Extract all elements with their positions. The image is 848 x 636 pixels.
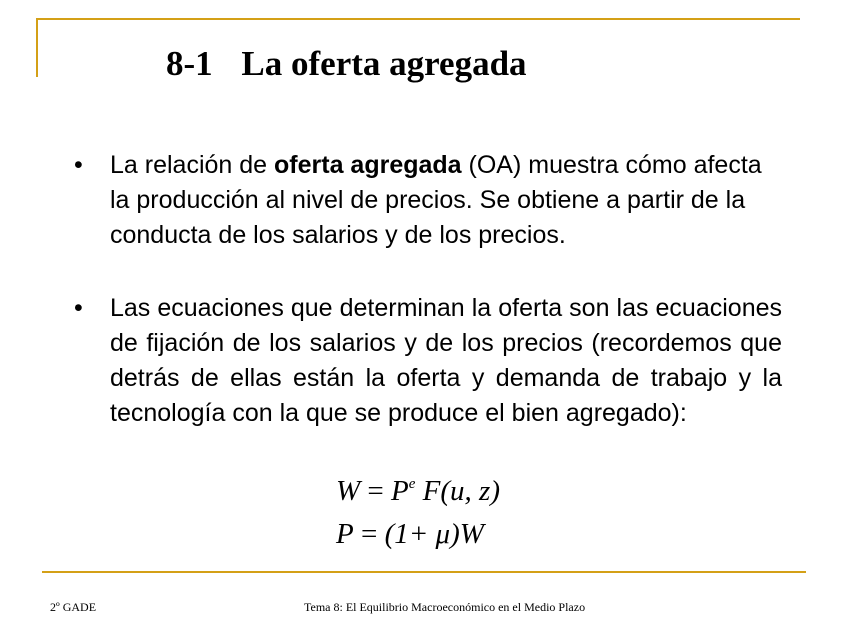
eq-lhs: P bbox=[336, 518, 354, 550]
bullet-item bbox=[74, 291, 782, 431]
eq-sign: = bbox=[353, 518, 385, 550]
left-rule bbox=[36, 18, 38, 77]
footer-course: 2º GADE bbox=[50, 600, 97, 614]
eq-lhs: W bbox=[336, 475, 361, 507]
equation-wage-setting bbox=[336, 475, 500, 508]
eq-sign: = bbox=[360, 475, 392, 507]
bullet-text-bold: oferta agregada bbox=[274, 151, 462, 179]
top-rule bbox=[36, 18, 800, 20]
bullet-marker: • bbox=[74, 151, 83, 179]
bullet-marker: • bbox=[74, 294, 83, 322]
bullet-text bbox=[110, 148, 782, 253]
bullet-text-pre: La relación de bbox=[110, 151, 275, 179]
bullet-text: Las ecuaciones que determinan la oferta son las ecuaciones de fijación de los salarios y de los precios (recordemos que detrás de ellas están la oferta y demanda de trabajo y la tecnología con la que se produce el bien agregado): bbox=[110, 294, 782, 427]
slide-title bbox=[166, 44, 527, 84]
footer-topic: Tema 8: El Equilibrio Macroeconómico en el Medio Plazo bbox=[304, 600, 586, 614]
bullet-text-post: (OA) muestra cómo afecta la producción al nivel de precios. Se obtiene a partir de la conducta de los salarios y de los precios. bbox=[110, 151, 762, 249]
equation-price-setting bbox=[336, 518, 484, 551]
title-text: La oferta agregada bbox=[241, 44, 527, 83]
eq-rhs: F(u, z) bbox=[415, 475, 500, 507]
eq-rhs: (1+ μ)W bbox=[384, 518, 484, 550]
bullet-item bbox=[74, 148, 782, 253]
eq-superscript: e bbox=[408, 476, 416, 492]
eq-price: P bbox=[391, 475, 409, 507]
title-number: 8-1 bbox=[166, 44, 213, 83]
bottom-rule bbox=[42, 571, 806, 573]
